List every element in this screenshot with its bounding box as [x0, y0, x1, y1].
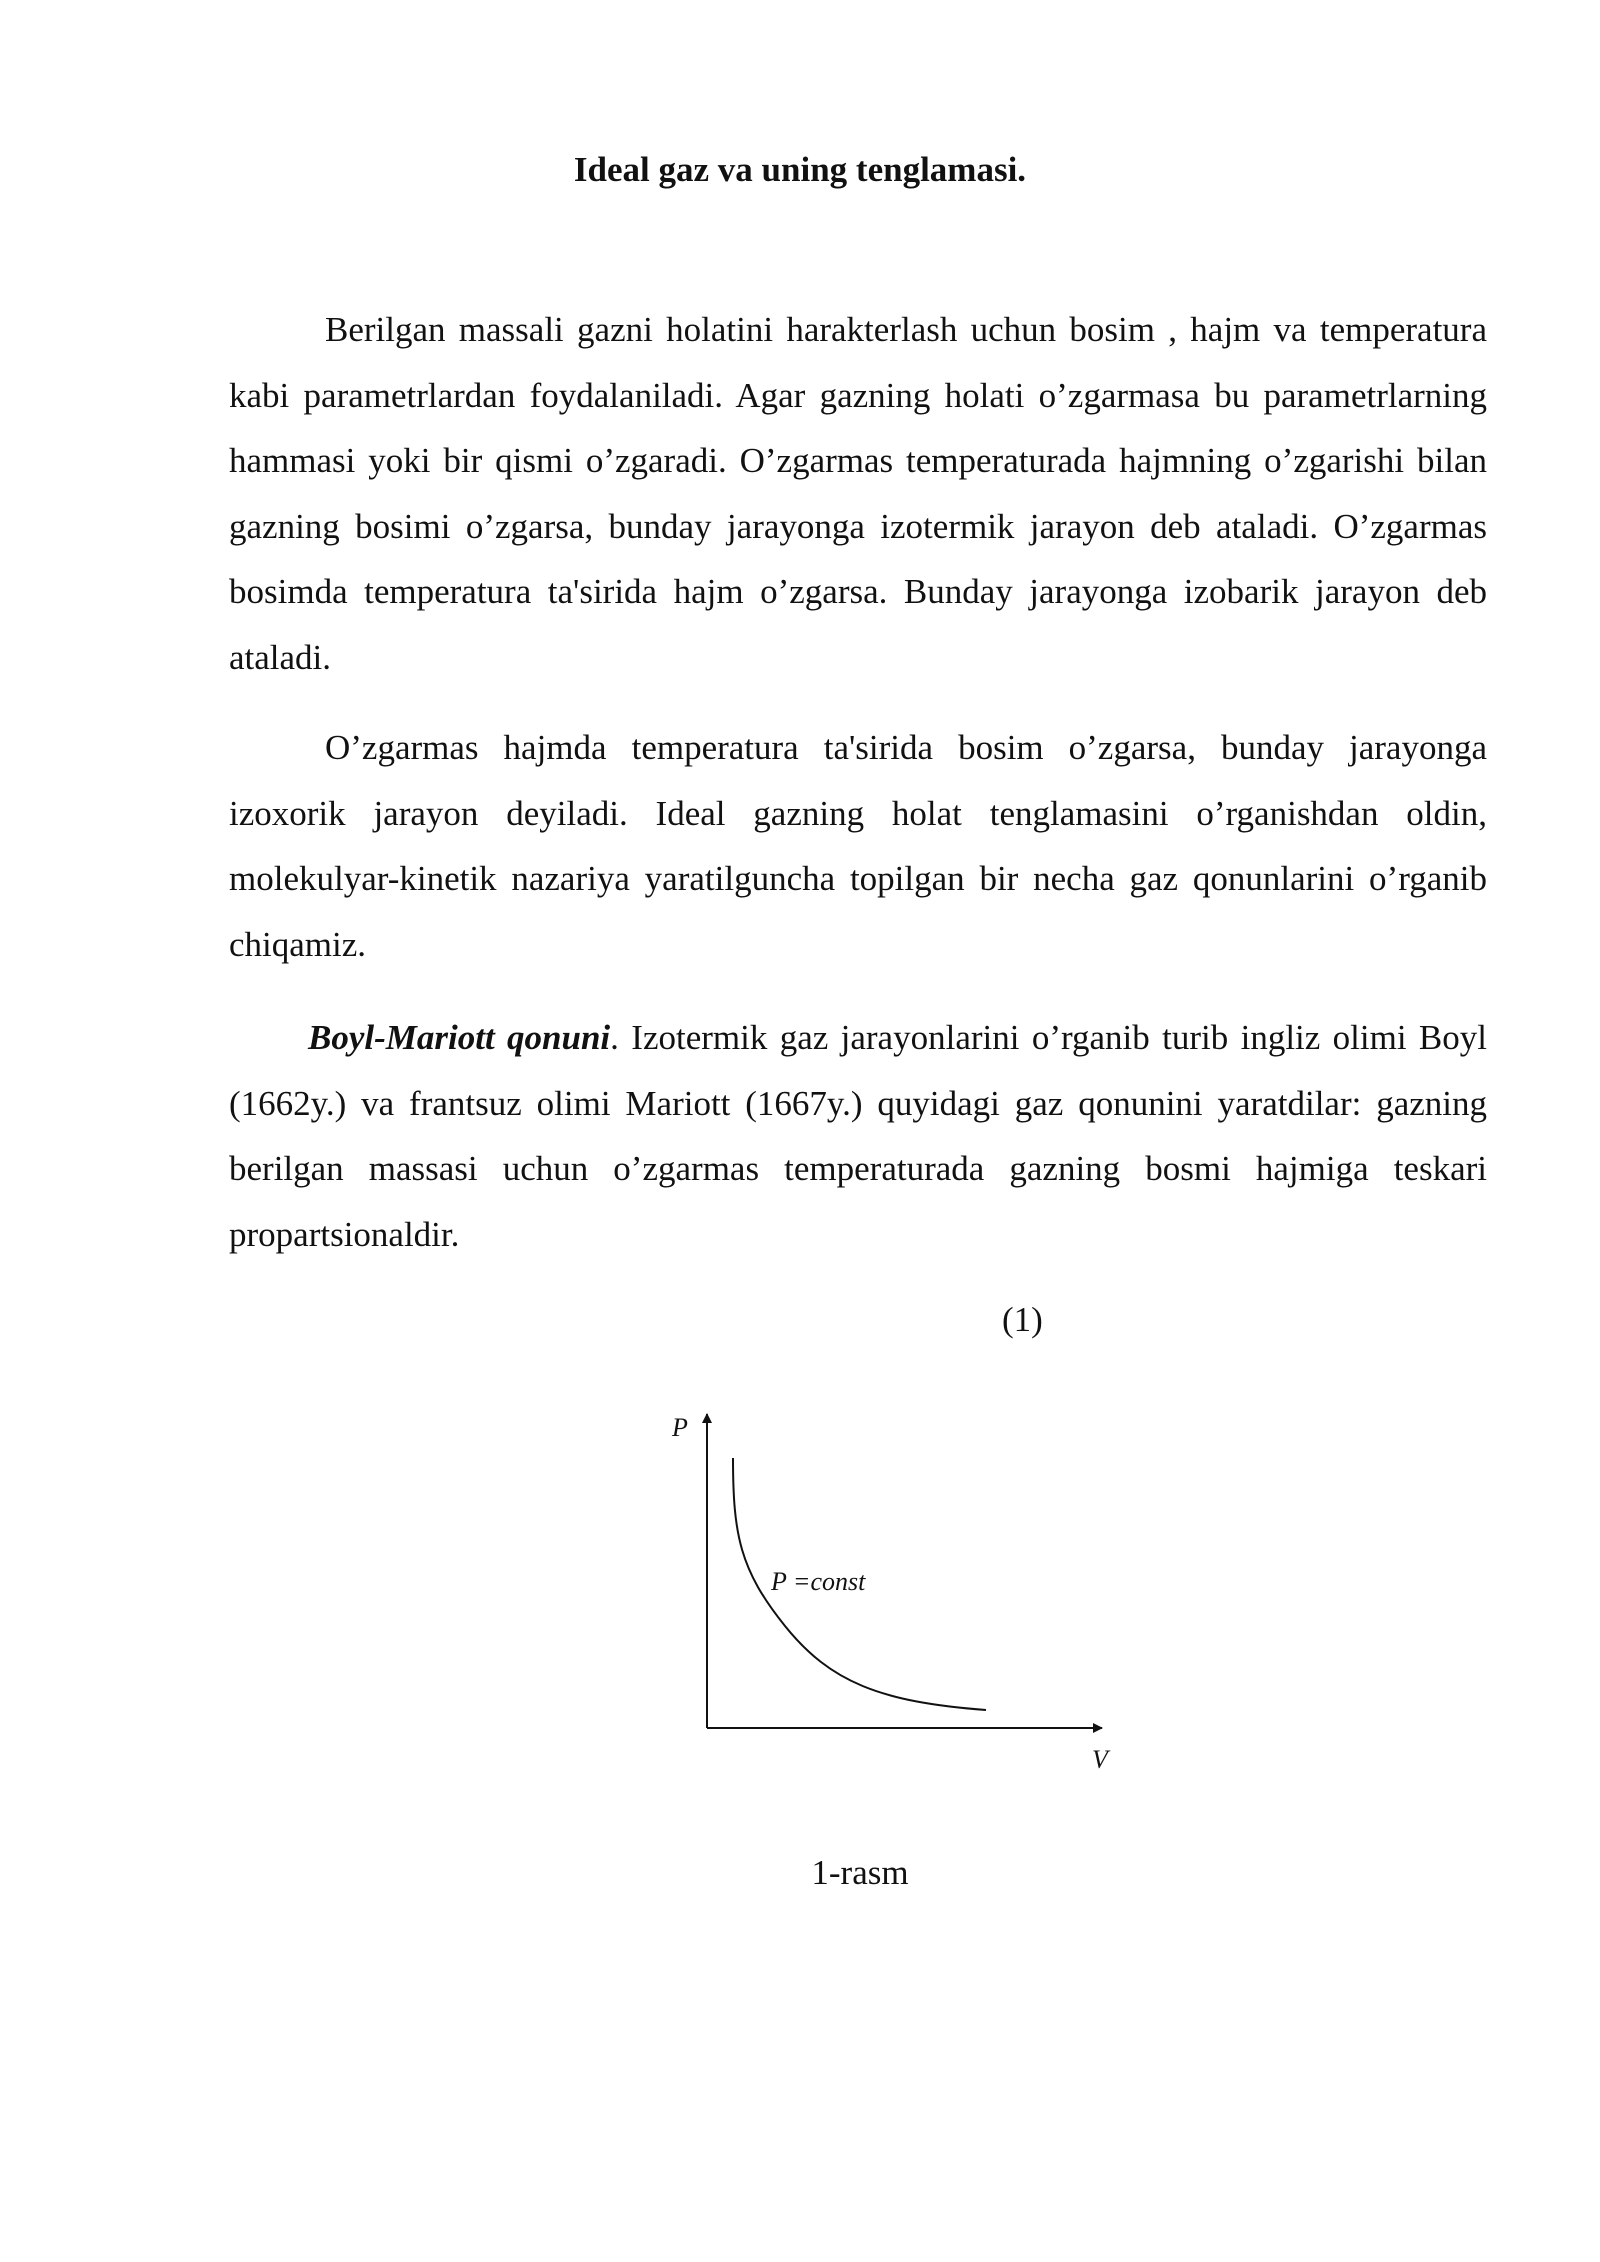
- paragraph-boyle-mariotte: [229, 1005, 1487, 1267]
- paragraph-isochoric: O’zgarmas hajmda temperatura ta'sirida bosim o’zgarsa, bunday jarayonga izoxorik jarayon deyiladi. Ideal gazning holat tenglamasini o’rganishdan oldin, molekulyar-kinetik nazariya yaratilguncha topilgan bir necha gaz qonunlarini o’rganib chiqamiz.: [229, 728, 1487, 964]
- law-name: Boyl-Mariott qonuni: [308, 1018, 611, 1057]
- paragraph-isoprocesses: Berilgan massali gazni holatini harakterlash uchun bosim , hajm va temperatura kabi parametrlardan foydalaniladi. Agar gazning holati o’zgarmasa bu parametrlarning hammasi yoki bir qismi o’zgaradi. O’zgarmas temperaturada hajmning o’zgarishi bilan gazning bosimi o’zgarsa, bunday jarayonga izotermik jarayon deb ataladi. O’zgarmas bosimda temperatura ta'sirida hajm o’zgarsa. Bunday jarayonga izobarik jarayon deb ataladi.: [229, 310, 1487, 677]
- isotherm-graph: [640, 1400, 1140, 1800]
- y-axis-label: P: [672, 1413, 688, 1442]
- curve-label: P =const: [771, 1567, 866, 1596]
- isotherm-figure: [640, 1400, 1140, 1800]
- x-axis-label: V: [1092, 1745, 1108, 1774]
- document-title: Ideal gaz va uning tenglamasi.: [573, 150, 1027, 189]
- equation-number: (1): [1002, 1300, 1043, 1339]
- figure-caption: 1-rasm: [811, 1853, 909, 1892]
- law-description: . Izotermik gaz jarayonlarini o’rganib turib ingliz olimi Boyl (1662y.) va frantsuz olimi Mariott (1667y.) quyidagi gaz qonunini yaratdilar: gazning berilgan massasi uchun o’zgarmas temperaturada gazning bosmi hajmiga teskari propartsionaldir.: [229, 1018, 1487, 1254]
